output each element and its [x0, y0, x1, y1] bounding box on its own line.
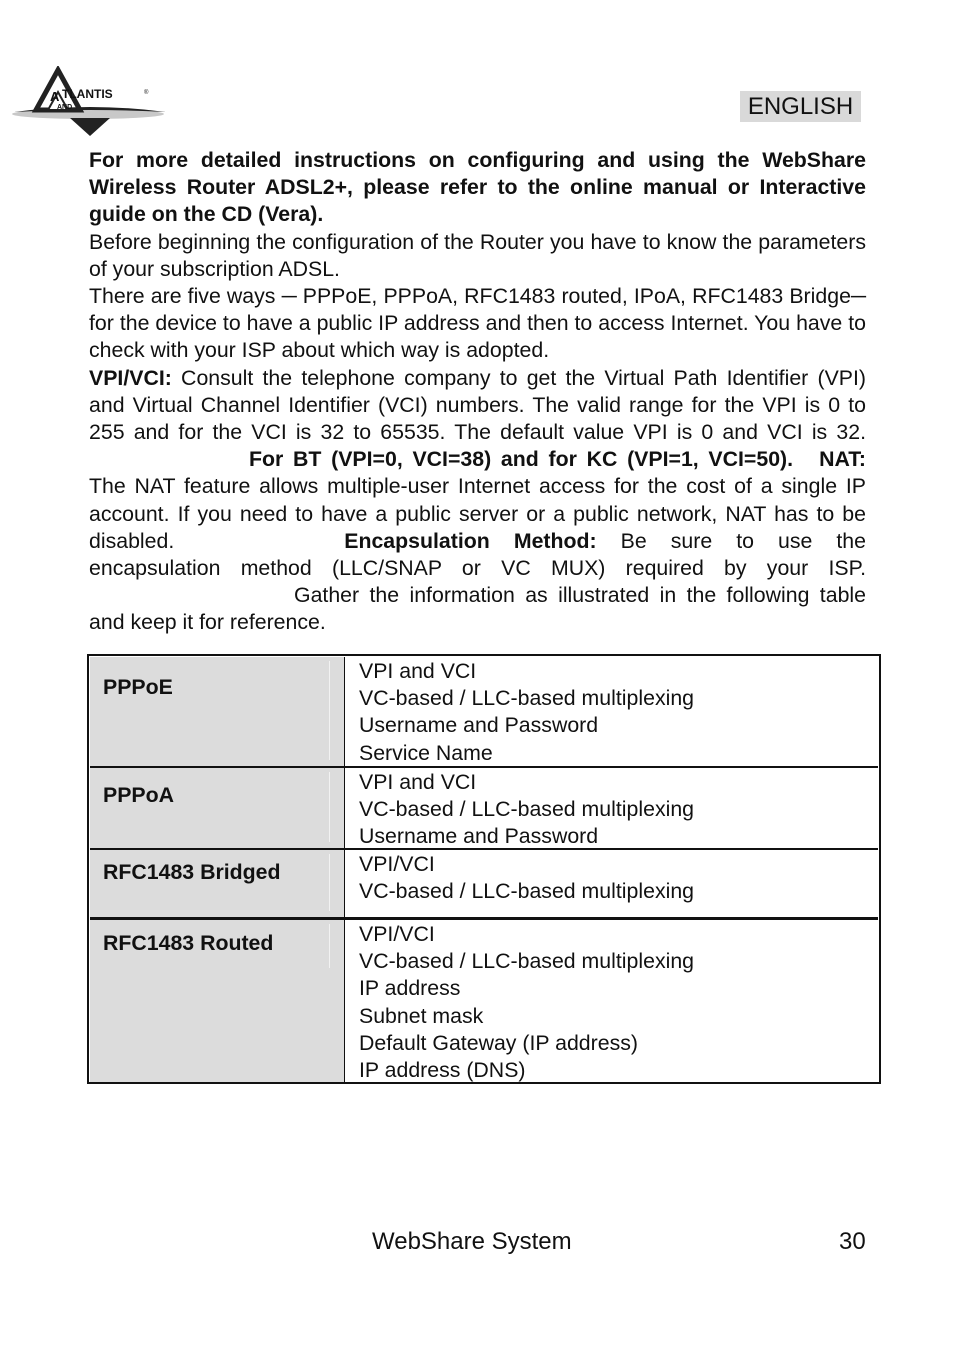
- atlantis-land-logo: [10, 66, 170, 138]
- params-list: [359, 921, 694, 1084]
- param-item: IP address: [359, 976, 461, 1001]
- nat-text: The NAT feature allows multiple-user Internet access for the cost of a single IP account. If you need to have a public server or a public network, NAT has to be disabled.: [89, 474, 866, 553]
- param-item: Subnet mask: [359, 1003, 484, 1028]
- param-item: VC-based / LLC-based multiplexing: [359, 797, 695, 822]
- table-row-method-cell: [90, 850, 344, 917]
- language-badge: ENGLISH: [740, 91, 861, 122]
- vpi-vci-text: Consult the telephone company to get the Virtual Path Identifier (VPI) and Virtual Channel Identifier (VCI) numbers. The valid range for the VPI is 0 to 255 and for the VCI is 32 to 65535. The default value VPI is 0 and VCI is 32.: [89, 365, 866, 445]
- cell-divider: [329, 772, 330, 842]
- intro-paragraph-2: There are five ways ─ PPPoE, PPPoA, RFC1483 routed, IPoA, RFC1483 Bridge─ for the device to have a public IP address and then to access Internet. You have to check with your ISP about which way is adopted.: [89, 284, 866, 363]
- param-item: VPI and VCI: [359, 659, 477, 683]
- params-list: [359, 851, 694, 905]
- method-label: RFC1483 Routed: [103, 931, 274, 955]
- logo-registered-mark: ®: [144, 90, 149, 96]
- table-row-params-cell: [344, 657, 879, 766]
- body-text: [89, 147, 866, 637]
- param-item: VC-based / LLC-based multiplexing: [359, 879, 695, 904]
- nat-label: NAT:: [819, 447, 866, 472]
- table-row-params-cell: [344, 920, 879, 1082]
- vpi-vci-paragraph: [89, 365, 866, 637]
- logo-initial: A: [50, 89, 60, 104]
- table-row-params-cell: [344, 850, 879, 917]
- param-item: Username and Password: [359, 713, 599, 738]
- params-list: [359, 658, 694, 767]
- encapsulation-label: Encapsulation Method:: [344, 528, 597, 553]
- param-item: VPI and VCI: [359, 770, 477, 794]
- footer-title: WebShare System: [372, 1228, 572, 1255]
- manual-notice: For more detailed instructions on configuring and using the WebShare Wireless Router ADSL2+, please refer to the online manual or Interactive guide on the CD (Vera).: [89, 148, 866, 227]
- logo-brand-text: TLANTIS: [62, 87, 113, 101]
- param-item: Service Name: [359, 740, 493, 765]
- param-item: VC-based / LLC-based multiplexing: [359, 686, 695, 711]
- param-item: VPI/VCI: [359, 922, 435, 946]
- param-item: Username and Password: [359, 824, 599, 849]
- page-number: 30: [839, 1228, 866, 1255]
- method-label: PPPoE: [103, 675, 173, 699]
- bt-kc-note: For BT (VPI=0, VCI=38) and for KC (VPI=1, VCI=50).: [249, 447, 794, 472]
- cell-divider: [329, 854, 330, 911]
- param-item: VPI/VCI: [359, 852, 435, 876]
- logo-sub-text: AND: [57, 104, 73, 111]
- param-item: Default Gateway (IP address): [359, 1030, 638, 1055]
- intro-paragraph-1: Before beginning the configuration of the Router you have to know the parameters of your subscription ADSL.: [89, 229, 866, 281]
- method-label: PPPoA: [103, 783, 175, 807]
- table-row-method-cell: [90, 657, 344, 766]
- method-label: RFC1483 Bridged: [103, 860, 281, 884]
- logo-lower-triangle-icon: [70, 118, 110, 136]
- cell-divider: [329, 661, 330, 760]
- table-row-method-cell: [90, 920, 344, 1082]
- table-row-method-cell: [90, 768, 344, 848]
- param-item: VC-based / LLC-based multiplexing: [359, 949, 695, 974]
- params-list: [359, 769, 694, 851]
- cell-divider: [329, 924, 330, 968]
- vpi-vci-label: VPI/VCI:: [89, 365, 172, 390]
- gather-text: Gather the information as illustrated in the following table and keep it for reference.: [89, 583, 866, 635]
- param-item: IP address (DNS): [359, 1058, 526, 1083]
- connection-parameters-table: [87, 654, 881, 1084]
- table-row-params-cell: [344, 768, 879, 848]
- encapsulation-text: Be sure to use the encapsulation method (LLC/SNAP or VC MUX) required by your ISP.: [89, 528, 866, 581]
